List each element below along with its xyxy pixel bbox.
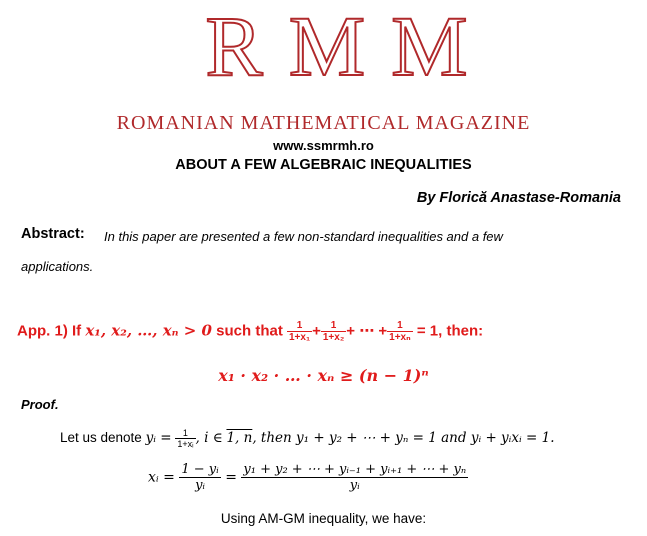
app-such-that: such that	[216, 322, 283, 340]
abstract-text-line1: In this paper are presented a few non-standard inequalities and a few	[104, 229, 503, 244]
article-author: By Florică Anastase-Romania	[416, 190, 621, 206]
proof-label: Proof.	[21, 397, 59, 412]
rmm-logo: RMM	[205, 0, 494, 94]
xi-fraction-2: $\frac{\text{y₁ + y₂ + ⋯ + yᵢ₋₁ + yᵢ₊₁ + ⋯ + yₙ}}{\text{yᵢ}}$	[243, 462, 467, 493]
app-equals: = 1, then:	[416, 322, 484, 340]
application-1-statement: App. 1) If x₁, x₂, …, xₙ > 0 such that $\frac{1}{\text{1+x₁}}$ + $\frac{1}{\text{1+x₂}}$ + ⋯ + $\frac{1}{\text{1+xₙ}}$ = 1, then:	[17, 320, 484, 343]
fraction-term-1: $\frac{1}{\text{1+x₁}}$	[289, 320, 311, 343]
abstract-label: Abstract:	[21, 226, 85, 242]
main-inequality: x₁ · x₂ · … · xₙ ≥ (n − 1)ⁿ	[218, 366, 429, 385]
magazine-name: ROMANIAN MATHEMATICAL MAGAZINE	[116, 112, 531, 134]
xi-equation: xᵢ = $\frac{\text{1 − yᵢ}}{\text{yᵢ}}$ = $\frac{\text{y₁ + y₂ + ⋯ + yᵢ₋₁ + yᵢ₊₁ + ⋯ + yₙ}}{\text{yᵢ}}$	[148, 462, 467, 493]
index-range: 1, n	[226, 430, 253, 447]
app-variables: x₁, x₂, …, xₙ > 0	[85, 321, 212, 340]
website-link[interactable]: www.ssmrmh.ro	[273, 138, 374, 153]
denote-line: Let us denote yᵢ = $\frac{1}{\text{1+xᵢ}}$ , i ∈ 1, n, then y₁ + y₂ + ⋯ + yₙ = 1 and yᵢ + yᵢxᵢ = 1.	[60, 428, 555, 449]
fraction-term-2: $\frac{1}{\text{1+x₂}}$	[322, 320, 345, 343]
am-gm-sentence: Using AM-GM inequality, we have:	[220, 511, 427, 526]
fraction-term-n: $\frac{1}{\text{1+xₙ}}$	[389, 320, 411, 343]
denote-fraction: $\frac{1}{\text{1+xᵢ}}$	[177, 428, 194, 449]
xi-fraction-1: $\frac{\text{1 − yᵢ}}{\text{yᵢ}}$	[181, 462, 219, 493]
app-dots: + ⋯ +	[346, 322, 388, 340]
abstract-text-line2: applications.	[21, 259, 94, 274]
app-label: App. 1) If	[17, 322, 82, 340]
article-title: ABOUT A FEW ALGEBRAIC INEQUALITIES	[175, 157, 472, 173]
